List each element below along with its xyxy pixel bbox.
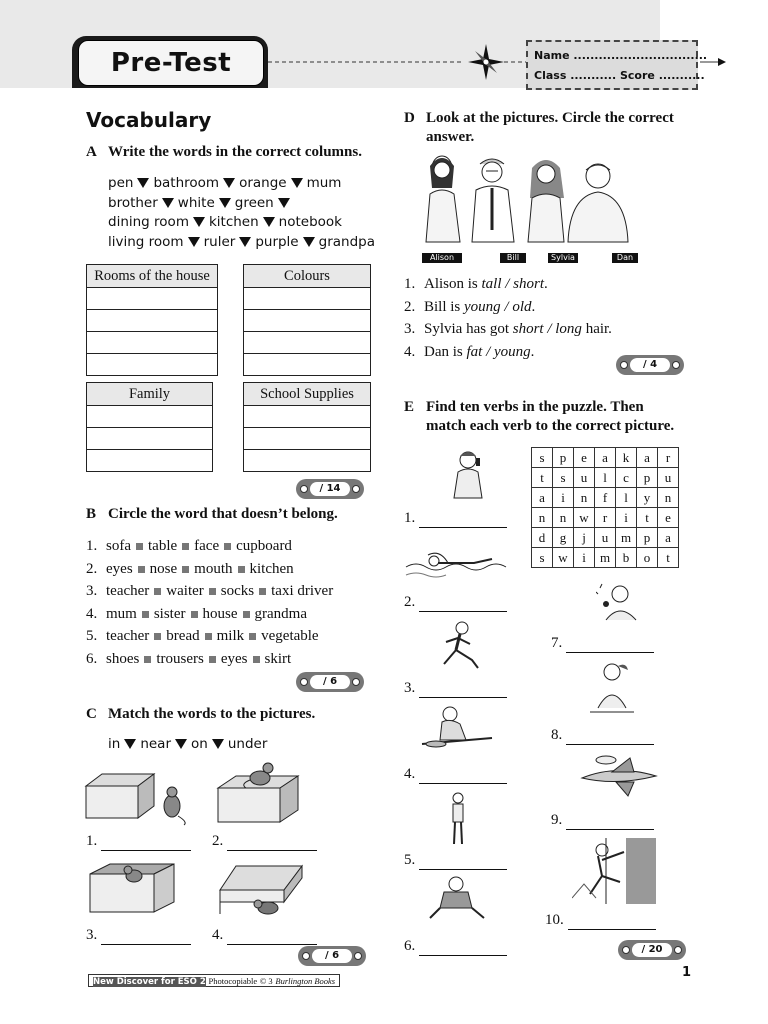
answer-options[interactable]: short / long	[512, 321, 582, 337]
puzzle-row: n n w r i t e	[532, 508, 679, 528]
footer-publisher: Burlington Books	[275, 976, 336, 986]
footer-photocopiable: Photocopiable	[208, 976, 258, 986]
answer-cell[interactable]	[87, 354, 218, 376]
name-class-score-box	[526, 40, 708, 90]
rooms-column	[86, 264, 218, 376]
runner-image	[430, 620, 486, 670]
sitting-man-image	[426, 876, 490, 924]
answer-cell[interactable]	[87, 288, 218, 310]
person-eating-image	[420, 704, 494, 754]
e-blank-7[interactable]: 7.	[551, 635, 654, 653]
name-field[interactable]: Name ................................	[534, 49, 708, 62]
c-blank-1[interactable]: 1.	[86, 833, 191, 851]
puzzle-row: t s u l c p u	[532, 468, 679, 488]
word-box	[108, 174, 375, 252]
footer-copyright: © 3	[259, 976, 273, 986]
e-blank-5[interactable]: 5.	[404, 852, 507, 870]
compass-star-icon	[468, 44, 504, 80]
colours-column	[243, 264, 371, 376]
score-badge-c: / 6	[298, 946, 366, 966]
answer-cell[interactable]	[87, 428, 213, 450]
girl-writing-image	[588, 660, 636, 716]
c-blank-3[interactable]: 3.	[86, 927, 191, 945]
section-c-instruction: C Match the words to the pictures.	[86, 706, 316, 722]
word-row: pen bathroom orange mum	[108, 175, 342, 191]
answer-cell[interactable]	[87, 450, 213, 472]
list-item: 2. Bill is young / old.	[404, 298, 536, 315]
section-c-words: in near on under	[108, 736, 268, 752]
girl-phone-image	[446, 448, 490, 500]
footer-brand: New Discover for ESO 2	[93, 977, 206, 987]
list-item: 1. sofa table face cupboard	[86, 538, 292, 554]
swimmer-image	[404, 545, 508, 581]
e-blank-4[interactable]: 4.	[404, 766, 507, 784]
answer-cell[interactable]	[244, 288, 371, 310]
section-d-list	[404, 273, 612, 363]
answer-cell[interactable]	[244, 428, 371, 450]
school-supplies-column	[243, 382, 371, 472]
page-number: 1	[682, 965, 692, 980]
e-blank-3[interactable]: 3.	[404, 680, 507, 698]
person-label: Bill	[500, 253, 526, 263]
family-header: Family	[87, 383, 213, 406]
word-row: dining room kitchen notebook	[108, 214, 342, 230]
box-mouse-near-image	[84, 772, 192, 826]
score-badge-e: / 20	[618, 940, 686, 960]
list-item: 6. shoes trousers eyes skirt	[86, 650, 292, 667]
answer-cell[interactable]	[244, 406, 371, 428]
section-d-instruction: D Look at the pictures. Circle the correct answer.	[404, 110, 674, 145]
class-score-field[interactable]: Class ........... Score ...........	[534, 69, 705, 82]
puzzle-row: s p e a k a r	[532, 448, 679, 468]
answer-options[interactable]: tall / short	[481, 276, 545, 292]
e-blank-6[interactable]: 6.	[404, 938, 507, 956]
box-mouse-in-image	[88, 862, 178, 914]
page-title-box	[78, 40, 264, 86]
singing-man-image	[596, 582, 644, 622]
climber-image	[572, 838, 656, 904]
section-e-instruction: E Find ten verbs in the puzzle. Then match each verb to the correct picture.	[404, 399, 675, 434]
box-mouse-on-image	[216, 758, 306, 826]
e-blank-10[interactable]: 10.	[545, 912, 656, 930]
footer-credit	[88, 974, 340, 987]
puzzle-row: s w i m b o t	[532, 548, 679, 568]
puzzle-row: d g j u m p a	[532, 528, 679, 548]
list-item: 1. Alison is tall / short.	[404, 276, 548, 292]
score-badge-d: / 4	[616, 355, 684, 375]
word-search-puzzle	[531, 447, 679, 568]
person-label: Sylvia	[548, 253, 578, 263]
score-badge-a: / 14	[296, 479, 364, 499]
section-b-list	[86, 535, 333, 670]
answer-cell[interactable]	[244, 310, 371, 332]
section-b-instruction: B Circle the word that doesn’t belong.	[86, 506, 338, 522]
list-item: 5. teacher bread milk vegetable	[86, 628, 319, 644]
person-label: Alison	[422, 253, 462, 263]
answer-cell[interactable]	[244, 354, 371, 376]
family-column	[86, 382, 213, 472]
standing-man-image	[446, 790, 470, 846]
answer-cell[interactable]	[244, 450, 371, 472]
list-item: 3. teacher waiter socks taxi driver	[86, 583, 334, 599]
section-a-instruction: A Write the words in the correct columns.	[86, 144, 362, 160]
score-badge-b: / 6	[296, 672, 364, 692]
answer-options[interactable]: fat / young	[466, 343, 531, 360]
c-blank-4[interactable]: 4.	[212, 927, 317, 945]
vocabulary-heading: Vocabulary	[86, 108, 212, 132]
puzzle-row: a i n f l y n	[532, 488, 679, 508]
e-blank-8[interactable]: 8.	[551, 727, 654, 745]
e-blank-2[interactable]: 2.	[404, 594, 507, 612]
box-mouse-under-image	[216, 860, 306, 916]
list-item: 3. Sylvia has got short / long hair.	[404, 321, 612, 337]
c-blank-2[interactable]: 2.	[212, 833, 317, 851]
answer-cell[interactable]	[87, 406, 213, 428]
e-blank-9[interactable]: 9.	[551, 812, 654, 830]
e-blank-1[interactable]: 1.	[404, 510, 507, 528]
rooms-header: Rooms of the house	[87, 265, 218, 288]
word-row: brother white green	[108, 194, 375, 214]
colours-header: Colours	[244, 265, 371, 288]
list-item: 4. Dan is fat / young.	[404, 343, 535, 360]
answer-cell[interactable]	[87, 332, 218, 354]
person-label: Dan	[612, 253, 638, 263]
list-item: 2. eyes nose mouth kitchen	[86, 560, 294, 577]
answer-cell[interactable]	[244, 332, 371, 354]
answer-cell[interactable]	[87, 310, 218, 332]
airplane-image	[576, 752, 662, 800]
answer-options[interactable]: young / old	[464, 298, 532, 315]
list-item: 4. mum sister house grandma	[86, 605, 307, 622]
school-supplies-header: School Supplies	[244, 383, 371, 406]
four-people-image	[418, 152, 646, 244]
word-row: living room ruler purple grandpa	[108, 233, 375, 250]
page-title: Pre-Test	[110, 48, 232, 78]
